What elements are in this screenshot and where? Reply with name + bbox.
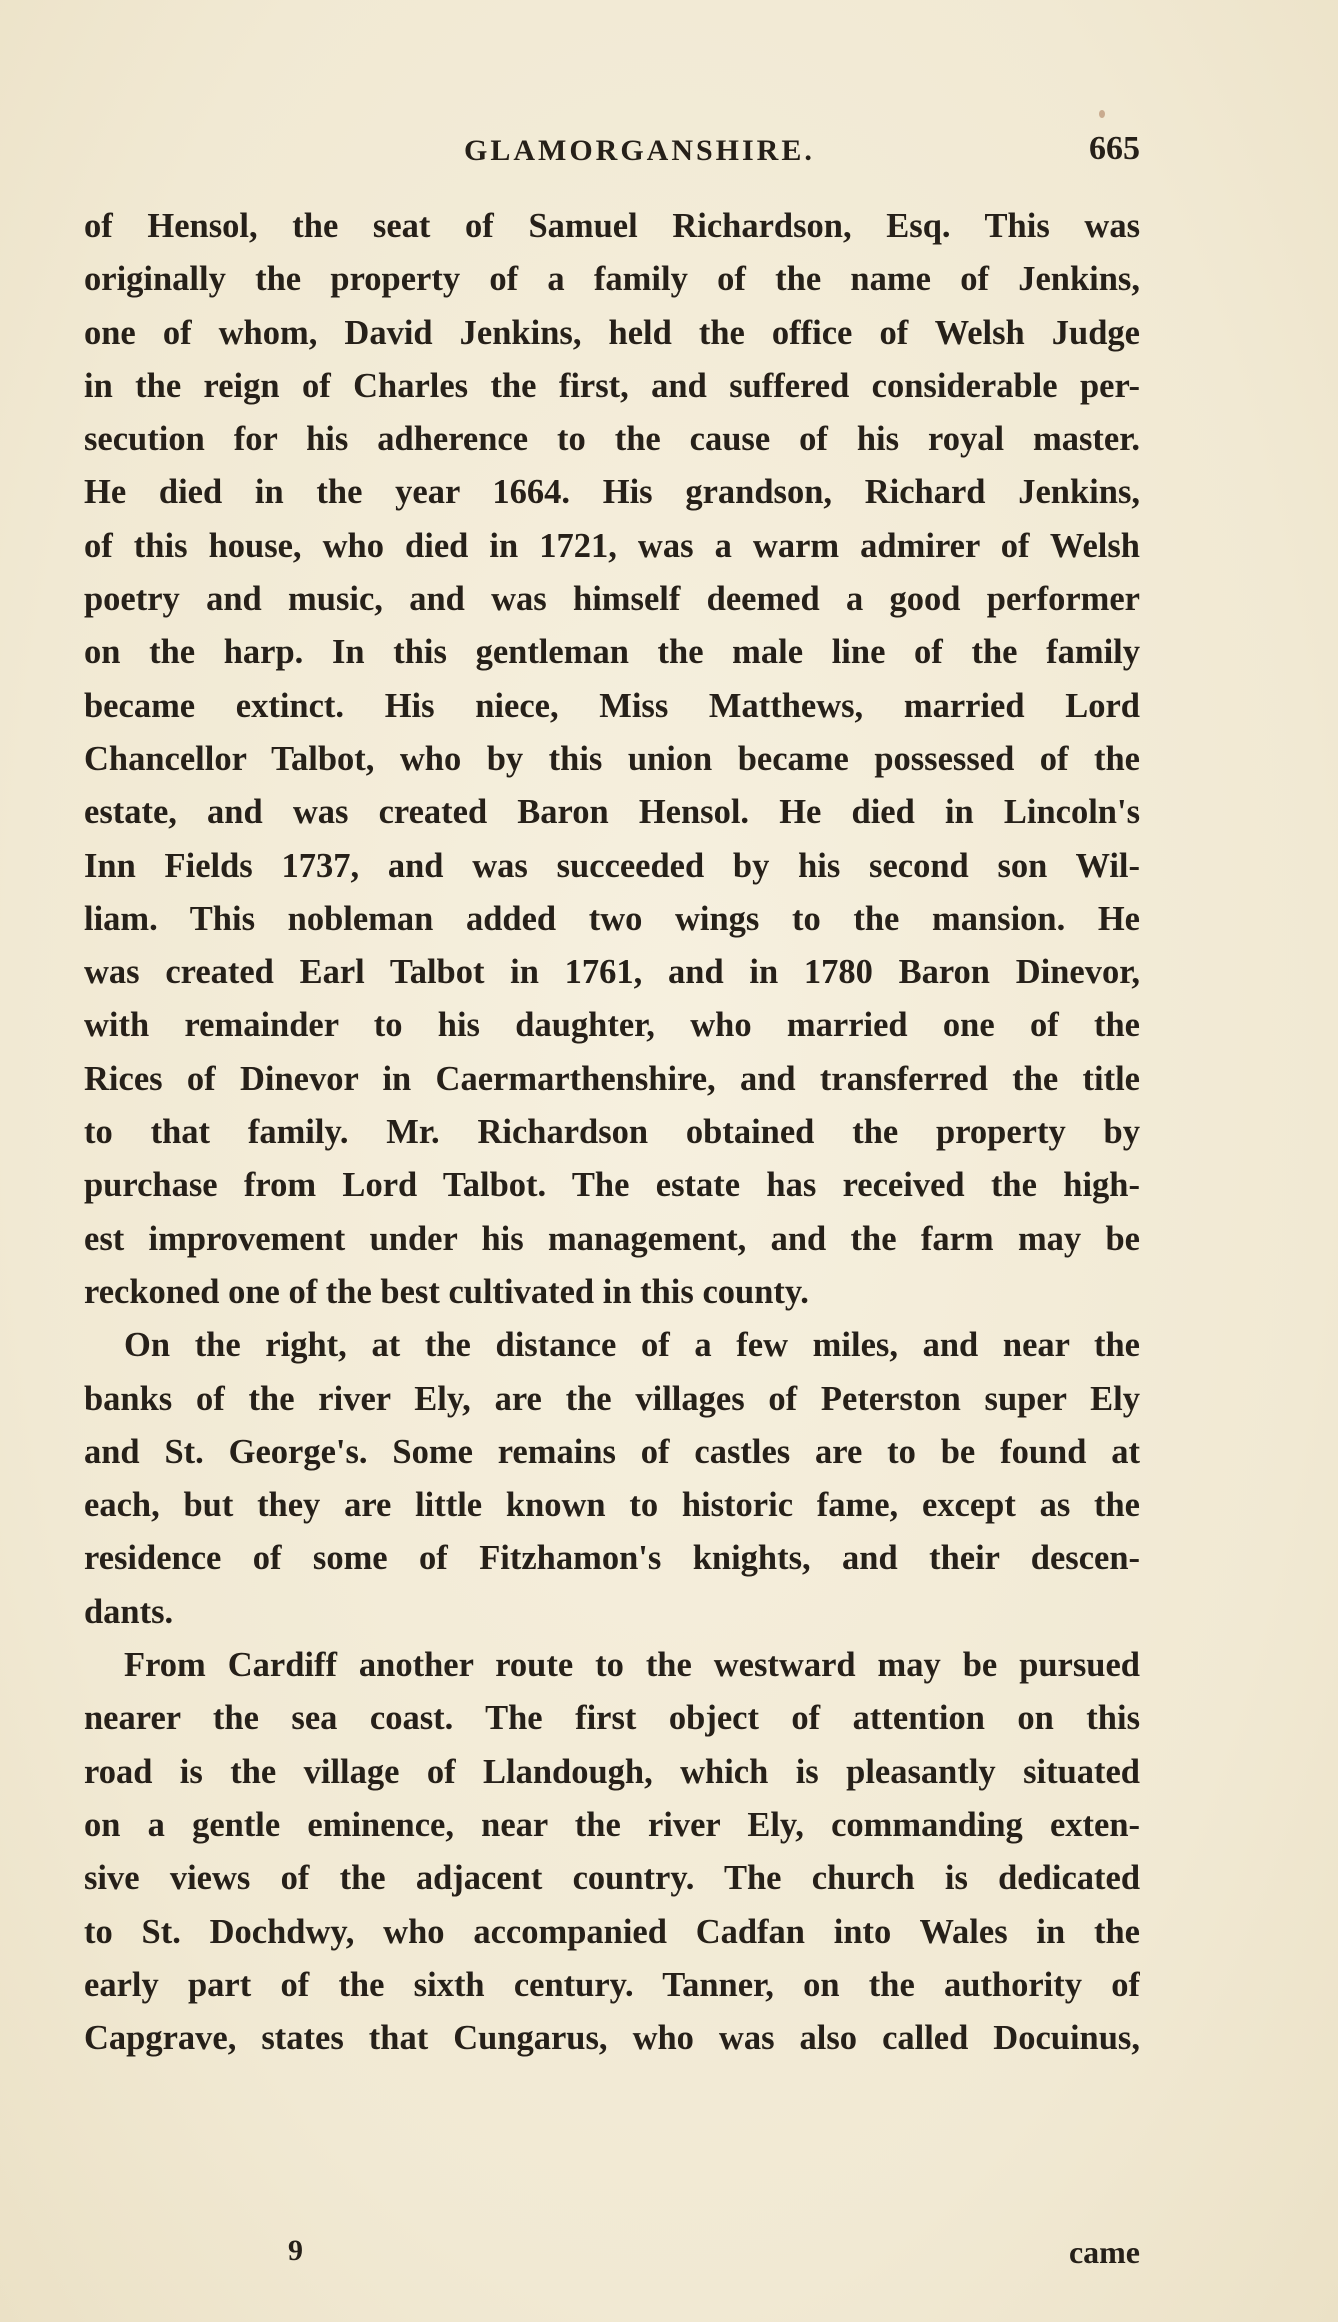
text-line: road is the village of Llandough, which is pleasantly situated <box>84 1752 1140 1791</box>
body-text <box>84 200 1140 2065</box>
page-number: 665 <box>1089 130 1140 167</box>
text-line: reckoned one of the best cultivated in this county. <box>84 1272 809 1311</box>
paper-speck <box>1099 110 1105 118</box>
text-line: poetry and music, and was himself deemed a good performer <box>84 580 1140 619</box>
text-line: He died in the year 1664. His grandson, Richard Jenkins, <box>84 473 1140 512</box>
text-line: was created Earl Talbot in 1761, and in 1780 Baron Dinevor, <box>84 953 1140 992</box>
text-line: estate, and was created Baron Hensol. He died in Lincoln's <box>84 793 1140 832</box>
running-head <box>84 130 1140 174</box>
running-title: GLAMORGANSHIRE. <box>464 134 815 167</box>
text-line: on a gentle eminence, near the river Ely, commanding exten- <box>84 1805 1140 1844</box>
signature-mark: 9 <box>288 2234 303 2267</box>
text-line: dants. <box>84 1592 174 1631</box>
text-line: Rices of Dinevor in Caermarthenshire, and transferred the title <box>84 1059 1140 1098</box>
catchword: came <box>1068 2234 1140 2270</box>
text-line: Capgrave, states that Cungarus, who was also called Docuinus, <box>84 2019 1140 2058</box>
text-line: Inn Fields 1737, and was succeeded by his second son Wil- <box>84 846 1140 885</box>
text-line: to St. Dochdwy, who accompanied Cadfan into Wales in the <box>84 1912 1140 1951</box>
text-line: purchase from Lord Talbot. The estate has received the high- <box>84 1166 1140 1205</box>
text-line: residence of some of Fitzhamon's knights, and their descen- <box>84 1539 1140 1578</box>
text-line: of Hensol, the seat of Samuel Richardson, Esq. This was <box>84 207 1140 245</box>
text-line: From Cardiff another route to the westward may be pursued <box>124 1646 1140 1685</box>
text-line: early part of the sixth century. Tanner, on the authority of <box>84 1965 1140 2004</box>
text-line: secution for his adherence to the cause of his royal master. <box>84 420 1140 459</box>
text-line: on the harp. In this gentleman the male line of the family <box>84 633 1140 672</box>
text-line: est improvement under his management, and the farm may be <box>84 1219 1140 1258</box>
text-line: liam. This nobleman added two wings to the mansion. He <box>84 899 1140 938</box>
page-footer <box>84 2234 1140 2284</box>
text-line: in the reign of Charles the first, and suffered considerable per- <box>84 366 1140 405</box>
text-line: Chancellor Talbot, who by this union became possessed of the <box>84 739 1140 778</box>
text-line: one of whom, David Jenkins, held the office of Welsh Judge <box>84 313 1140 352</box>
text-line: and St. George's. Some remains of castles are to be found at <box>84 1432 1140 1471</box>
text-line: with remainder to his daughter, who married one of the <box>84 1006 1140 1045</box>
text-line: banks of the river Ely, are the villages of Peterston super Ely <box>84 1379 1140 1418</box>
text-line: of this house, who died in 1721, was a warm admirer of Welsh <box>84 526 1140 565</box>
text-line: became extinct. His niece, Miss Matthews, married Lord <box>84 686 1140 725</box>
text-line: On the right, at the distance of a few miles, and near the <box>124 1326 1140 1365</box>
text-line: to that family. Mr. Richardson obtained the property by <box>84 1113 1140 1152</box>
text-line: nearer the sea coast. The first object of attention on this <box>84 1699 1140 1738</box>
text-line: originally the property of a family of the name of Jenkins, <box>84 260 1140 299</box>
text-line: sive views of the adjacent country. The church is dedicated <box>84 1859 1140 1898</box>
text-line: each, but they are little known to historic fame, except as the <box>84 1486 1140 1525</box>
